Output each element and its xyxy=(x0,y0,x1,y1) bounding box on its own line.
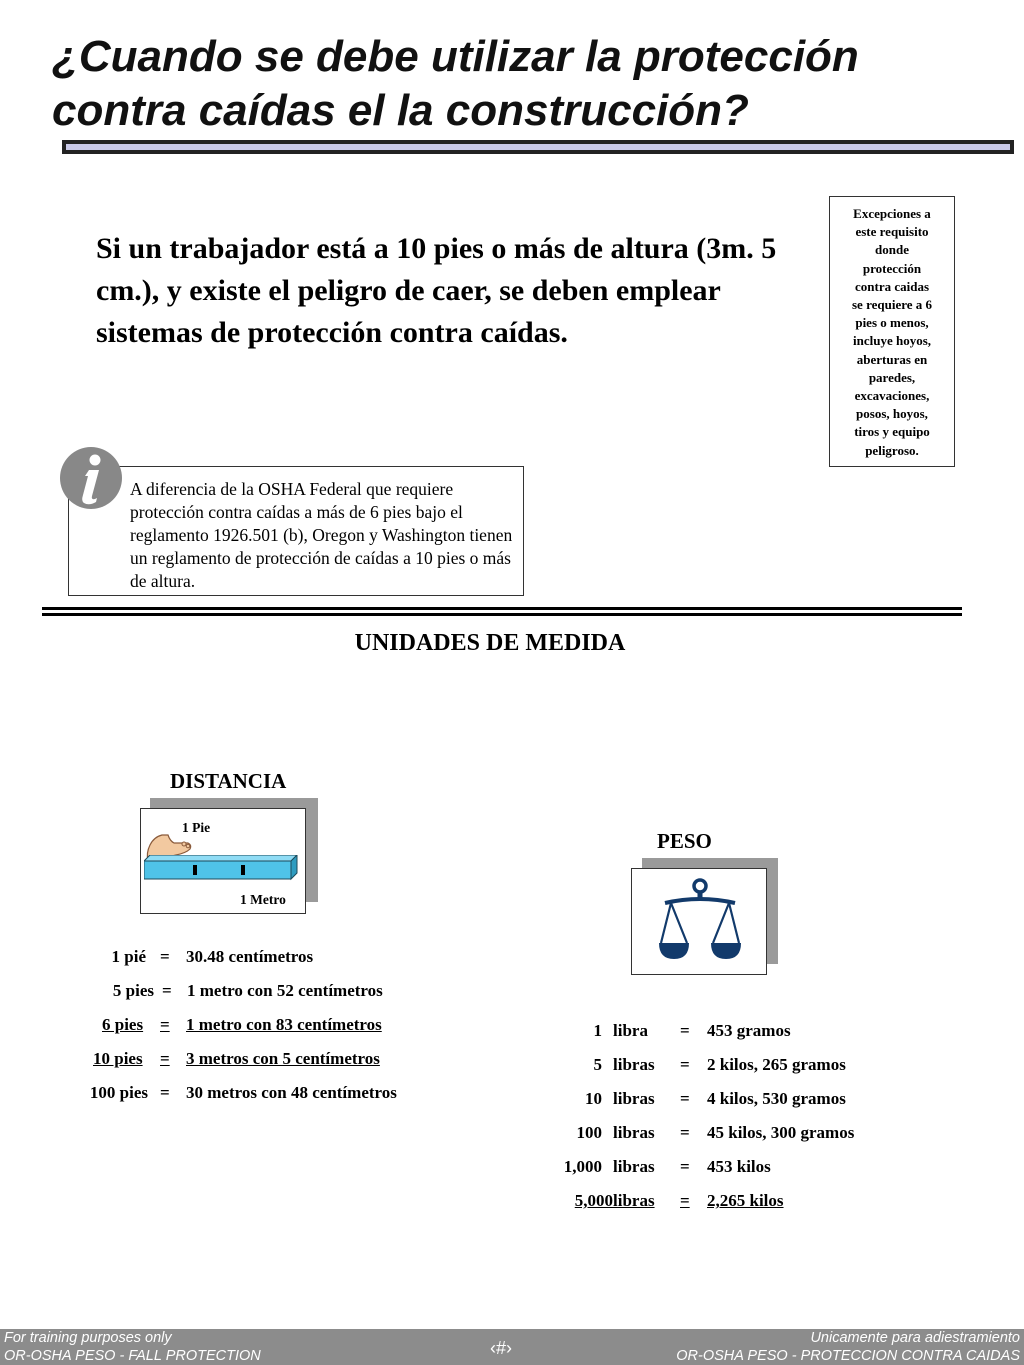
footer-page-marker: ‹#› xyxy=(490,1338,512,1358)
distance-row-right: 1 metro con 52 centímetros xyxy=(187,981,383,1000)
section-divider xyxy=(42,607,962,610)
weight-row-num: 1 xyxy=(593,1021,602,1040)
title-line-1: ¿Cuando se debe utilizar la protección xyxy=(52,32,859,81)
ruler-card xyxy=(140,808,306,914)
exceptions-line: Excepciones a xyxy=(853,206,931,221)
exceptions-line: pies o menos, xyxy=(855,315,929,331)
weight-row-unit: libras xyxy=(613,1123,655,1142)
footer-right-line-1: Unicamente para adiestramiento xyxy=(810,1330,1020,1346)
exceptions-line: se requiere a 6 xyxy=(851,297,933,313)
weight-row-eq: = xyxy=(680,1123,690,1142)
exceptions-line: tiros y equipo xyxy=(854,424,930,440)
weight-row-eq: = xyxy=(680,1157,690,1176)
exceptions-box xyxy=(829,196,955,467)
ruler-icon xyxy=(144,855,298,883)
exceptions-line: contra caidas xyxy=(854,278,930,294)
ruler-metre-label: 1 Metro xyxy=(240,892,286,907)
weight-row-unit: libras xyxy=(613,1157,655,1176)
ruler-foot-label: 1 Pie xyxy=(182,820,211,835)
exceptions-line: excavaciones, xyxy=(854,388,930,404)
weight-row-eq: = xyxy=(680,1021,690,1040)
weight-row-unit: libras xyxy=(613,1089,655,1108)
weight-row-eq: = xyxy=(680,1055,690,1074)
distance-row-right: 30 metros con 48 centímetros xyxy=(186,1083,397,1102)
exceptions-line: paredes, xyxy=(868,369,916,385)
weight-row-right: 45 kilos, 300 gramos xyxy=(707,1123,855,1142)
info-note-text: A diferencia de la OSHA Federal que requiere protección contra caídas a más de 6 pies bajo el reglamento 1926.501 (b), Oregon y Washington tienen un reglamento de protección de caídas a 10 pies o más de altura. xyxy=(130,479,513,591)
distance-row-right: 3 metros con 5 centímetros xyxy=(186,1049,380,1068)
main-statement: Si un trabajador está a 10 pies o más de altura (3m. 5 cm.), y existe el peligro de caer, se deben emplear sistemas de protección contra caídas. xyxy=(96,232,777,349)
exceptions-line: posos, hoyos, xyxy=(856,406,928,422)
weight-row-eq: = xyxy=(680,1191,690,1210)
title-underline-bar xyxy=(62,140,1014,154)
footer-bar xyxy=(0,1329,1024,1365)
weight-row-eq: = xyxy=(680,1089,690,1108)
exceptions-line: aberturas en xyxy=(856,351,928,367)
footer-right-line-2: OR-OSHA PESO - PROTECCION CONTRA CAIDAS xyxy=(676,1348,1020,1364)
distance-row-left: 10 pies xyxy=(93,1049,143,1068)
weight-row-num: 5 xyxy=(593,1055,602,1074)
balance-scale-icon xyxy=(659,877,741,967)
distance-row-left: 6 pies xyxy=(102,1015,144,1034)
exceptions-line: donde xyxy=(875,242,909,258)
section-divider xyxy=(42,613,962,616)
exceptions-line: este requisito xyxy=(855,224,929,240)
weight-row-right: 2 kilos, 265 gramos xyxy=(707,1055,846,1074)
weight-row-unit: libras xyxy=(613,1191,655,1210)
weight-row-unit: libra xyxy=(613,1021,648,1040)
exceptions-line: protección xyxy=(862,260,922,276)
footer-left-line-2: OR-OSHA PESO - FALL PROTECTION xyxy=(4,1348,261,1364)
exceptions-line: peligroso. xyxy=(865,442,919,458)
distance-row-eq: = xyxy=(162,981,172,1000)
distance-row-eq: = xyxy=(160,1015,170,1034)
units-heading: UNIDADES DE MEDIDA xyxy=(354,630,626,656)
title-line-2: contra caídas el la construcción? xyxy=(52,86,749,135)
page-title xyxy=(52,30,1012,138)
distance-row-eq: = xyxy=(160,1083,170,1102)
scale-card xyxy=(631,868,767,975)
distance-row-left: 1 pié xyxy=(111,947,146,966)
weight-row-unit: libras xyxy=(613,1055,655,1074)
footer-left-line-1: For training purposes only xyxy=(4,1330,172,1346)
distance-row-right: 30.48 centímetros xyxy=(186,947,314,966)
info-icon xyxy=(59,446,123,510)
weight-row-num: 1,000 xyxy=(563,1157,602,1176)
weight-row-num: 5,000 xyxy=(574,1191,613,1210)
distance-row-eq: = xyxy=(160,1049,170,1068)
distance-row-eq: = xyxy=(160,947,170,966)
weight-row-right: 4 kilos, 530 gramos xyxy=(707,1089,846,1108)
exceptions-line: incluye hoyos, xyxy=(852,333,931,349)
weight-row-right: 2,265 kilos xyxy=(707,1191,784,1210)
distance-row-right: 1 metro con 83 centímetros xyxy=(186,1015,382,1034)
weight-row-right: 453 kilos xyxy=(707,1157,771,1176)
weight-row-num: 100 xyxy=(576,1123,602,1142)
distance-row-left: 100 pies xyxy=(89,1083,148,1102)
distance-heading: DISTANCIA xyxy=(170,769,287,793)
weight-row-num: 10 xyxy=(585,1089,602,1108)
weight-row-right: 453 gramos xyxy=(707,1021,791,1040)
distance-row-left: 5 pies xyxy=(112,981,154,1000)
weight-heading: PESO xyxy=(657,829,712,853)
